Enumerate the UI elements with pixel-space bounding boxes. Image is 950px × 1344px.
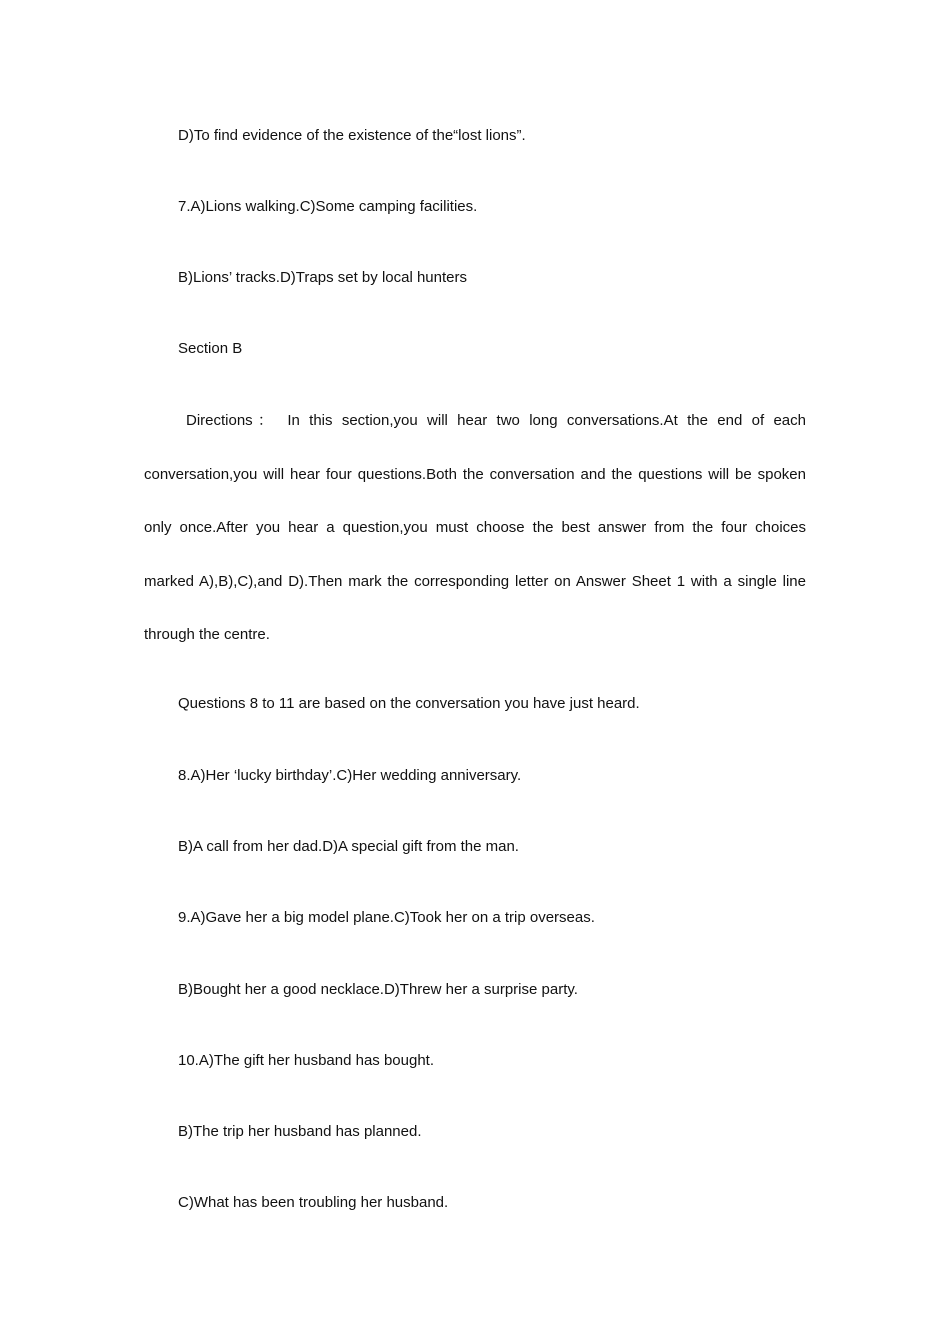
question-10-option-a: 10.A)The gift her husband has bought. — [178, 1052, 435, 1069]
option-6d: D)To find evidence of the existence of the“lost lions”. — [178, 127, 526, 144]
question-10-option-c: C)What has been troubling her husband. — [178, 1194, 449, 1211]
section-heading: Section B — [178, 340, 243, 357]
directions-line: marked A),B),C),and D).Then mark the corresponding letter on Answer Sheet 1 with a single line — [144, 572, 806, 590]
directions-line: Directions： In this section,you will hear two long conversations.At the end of each — [186, 412, 806, 429]
directions-paragraph — [144, 411, 806, 679]
directions-line: through the centre. — [144, 626, 270, 643]
question-10-option-b: B)The trip her husband has planned. — [178, 1123, 422, 1140]
questions-intro: Questions 8 to 11 are based on the conversation you have just heard. — [178, 695, 640, 712]
question-9-options-bd: B)Bought her a good necklace.D)Threw her a surprise party. — [178, 981, 578, 998]
question-9-options-ac: 9.A)Gave her a big model plane.C)Took her on a trip overseas. — [178, 909, 595, 926]
directions-line: only once.After you hear a question,you must choose the best answer from the four choices — [144, 519, 806, 536]
question-8-options-ac: 8.A)Her ‘lucky birthday’.C)Her wedding anniversary. — [178, 767, 522, 784]
question-7-options-bd: B)Lions’ tracks.D)Traps set by local hunters — [178, 269, 467, 286]
question-7-options-ac: 7.A)Lions walking.C)Some camping facilities. — [178, 198, 478, 215]
directions-line: conversation,you will hear four questions.Both the conversation and the questions will be spoken — [144, 465, 806, 483]
question-8-options-bd: B)A call from her dad.D)A special gift from the man. — [178, 838, 519, 855]
